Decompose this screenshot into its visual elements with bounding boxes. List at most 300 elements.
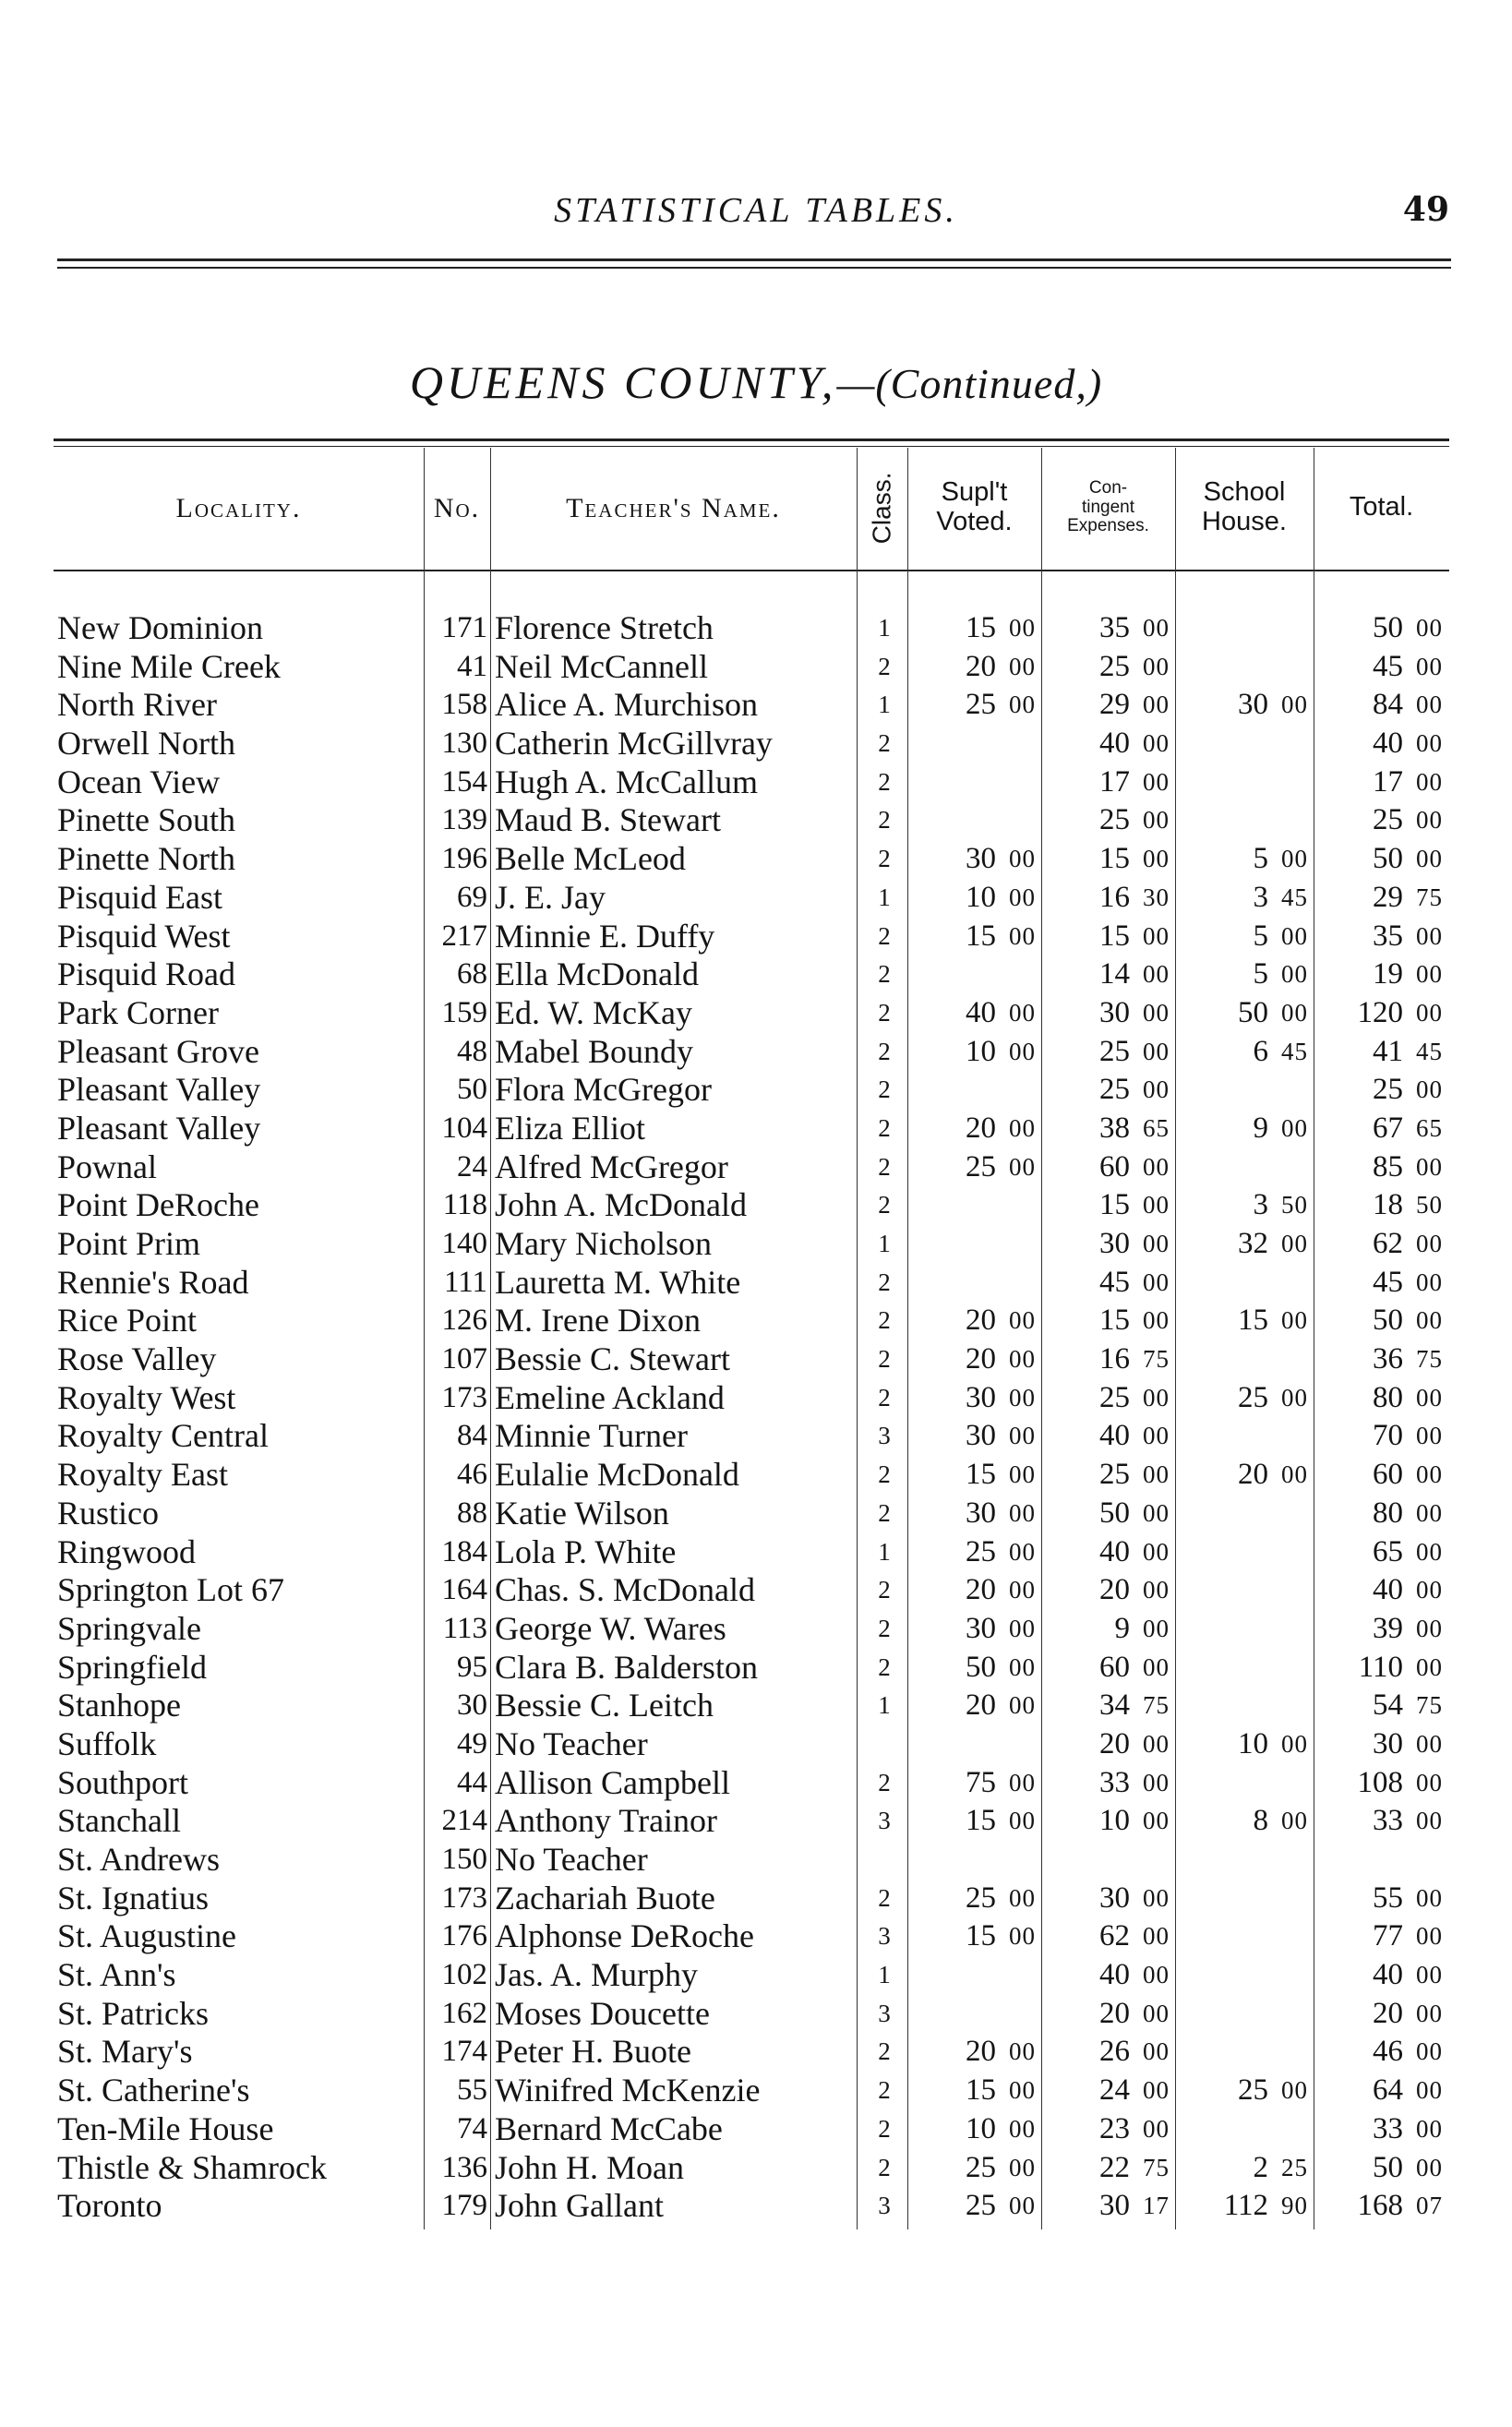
cents: 00 — [1009, 1691, 1036, 1720]
table-row — [54, 1610, 1449, 1649]
supl-amount-cell — [907, 1880, 1036, 1918]
class-cell: 2 — [878, 2153, 891, 2181]
cents: 75 — [1416, 883, 1443, 911]
dollars: 50 — [1373, 1304, 1403, 1338]
class-cell: 2 — [878, 1268, 891, 1296]
cents: 00 — [1143, 1576, 1170, 1604]
cents: 00 — [1143, 1652, 1170, 1681]
cents: 00 — [1416, 1230, 1443, 1257]
dollars: 22 — [1099, 2150, 1130, 2184]
cents: 00 — [1416, 1152, 1443, 1181]
teacher-name-cell: M. Irene Dixon — [495, 1302, 701, 1340]
school-number-cell: 118 — [442, 1188, 487, 1222]
total-amount-cell — [1314, 2187, 1443, 2226]
teacher-name-cell: Hugh A. McCallum — [495, 763, 758, 800]
school-number-cell: 41 — [457, 649, 487, 683]
teacher-name-cell: No Teacher — [495, 1724, 648, 1762]
dollars: 25 — [966, 1534, 996, 1568]
cents: 00 — [1009, 845, 1036, 873]
total-amount-cell — [1314, 1764, 1443, 1803]
top-rule-thin — [57, 267, 1451, 269]
section-title — [0, 355, 1512, 409]
cents: 00 — [1416, 1075, 1443, 1104]
class-cell: 2 — [878, 1883, 891, 1912]
school-number-cell: 44 — [457, 1765, 487, 1799]
dollars: 10 — [1099, 1804, 1130, 1838]
total-amount-cell — [1314, 1956, 1443, 1995]
school-number-cell: 74 — [457, 2111, 487, 2145]
locality-cell: Ocean View — [57, 763, 221, 800]
supl-amount-cell — [907, 2110, 1036, 2149]
cents: 00 — [1281, 1807, 1308, 1835]
class-cell: 3 — [878, 1999, 891, 2027]
dollars: 15 — [966, 1804, 996, 1838]
header-school-house: School House. — [1202, 477, 1287, 536]
school-number-cell: 139 — [441, 803, 487, 837]
cents: 00 — [1143, 652, 1170, 680]
locality-cell: Rose Valley — [57, 1340, 217, 1378]
school-number-cell: 68 — [457, 957, 487, 991]
header-total: Total. — [1349, 492, 1414, 523]
total-amount-cell — [1314, 1917, 1443, 1956]
supl-amount-cell — [907, 2187, 1036, 2226]
cont-amount-cell — [1041, 2110, 1170, 2149]
dollars: 25 — [1373, 1073, 1403, 1107]
cents: 00 — [1416, 614, 1443, 642]
school-number-cell: 24 — [457, 1149, 487, 1183]
table-row — [54, 1687, 1449, 1725]
school-number-cell: 174 — [441, 2035, 487, 2069]
cents: 00 — [1009, 1498, 1036, 1527]
cont-amount-cell — [1041, 801, 1170, 840]
cents: 00 — [1416, 1498, 1443, 1527]
teacher-name-cell: Allison Campbell — [495, 1763, 730, 1801]
table-row — [54, 1495, 1449, 1533]
cont-amount-cell — [1041, 1302, 1170, 1340]
class-cell: 1 — [878, 614, 891, 642]
cont-amount-cell — [1041, 1687, 1170, 1725]
cont-amount-cell — [1041, 609, 1170, 648]
cents: 00 — [1143, 1422, 1170, 1450]
class-cell: 2 — [878, 767, 891, 796]
cents: 75 — [1143, 1345, 1170, 1374]
locality-cell: Point DeRoche — [57, 1186, 259, 1224]
supl-amount-cell — [907, 994, 1036, 1033]
locality-cell: Pinette North — [57, 840, 235, 878]
school-number-cell: 162 — [441, 1996, 487, 2030]
cents: 45 — [1281, 1037, 1308, 1065]
cont-amount-cell — [1041, 1417, 1170, 1456]
cont-amount-cell — [1041, 2072, 1170, 2110]
dollars: 16 — [1099, 1342, 1130, 1376]
dollars: 50 — [1373, 2150, 1403, 2184]
continued-note: —(Continued,) — [836, 360, 1103, 407]
cents: 00 — [1143, 1191, 1170, 1220]
dollars: 25 — [1099, 1380, 1130, 1414]
cents: 00 — [1009, 1306, 1036, 1335]
dollars: 25 — [1238, 1380, 1268, 1414]
dollars: 20 — [966, 2035, 996, 2069]
school-number-cell: 214 — [441, 1804, 487, 1838]
teacher-name-cell: Katie Wilson — [495, 1494, 669, 1532]
teacher-name-cell: Clara B. Balderston — [495, 1648, 758, 1686]
total-amount-cell — [1314, 1071, 1443, 1110]
dollars: 25 — [1099, 649, 1130, 683]
dollars: 75 — [966, 1765, 996, 1799]
locality-cell: Royalty East — [57, 1456, 228, 1494]
school-amount-cell — [1175, 1302, 1308, 1340]
supl-amount-cell — [907, 1571, 1036, 1610]
dollars: 35 — [1099, 611, 1130, 644]
cents: 90 — [1281, 2192, 1308, 2220]
dollars: 55 — [1373, 1880, 1403, 1915]
cents: 00 — [1143, 1807, 1170, 1835]
locality-cell: Stanhope — [57, 1687, 181, 1724]
cents: 00 — [1009, 1383, 1036, 1412]
cents: 00 — [1416, 1383, 1443, 1412]
cents: 30 — [1143, 883, 1170, 911]
total-amount-cell — [1314, 918, 1443, 956]
locality-cell: Pleasant Valley — [57, 1109, 261, 1147]
class-cell: 2 — [878, 1498, 891, 1527]
school-amount-cell — [1175, 2187, 1308, 2226]
dollars: 20 — [966, 1342, 996, 1376]
cont-amount-cell — [1041, 2149, 1170, 2188]
teacher-name-cell: Chas. S. McDonald — [495, 1571, 755, 1609]
total-amount-cell — [1314, 1033, 1443, 1072]
class-cell: 2 — [878, 845, 891, 873]
cents: 00 — [1416, 1422, 1443, 1450]
dollars: 30 — [966, 1380, 996, 1414]
total-amount-cell — [1314, 1880, 1443, 1918]
cont-amount-cell — [1041, 1764, 1170, 1803]
class-cell: 2 — [878, 1152, 891, 1181]
school-amount-cell — [1175, 1379, 1308, 1418]
top-rule-thick — [57, 258, 1451, 261]
cents: 00 — [1009, 921, 1036, 950]
school-number-cell: 196 — [441, 842, 487, 876]
cents: 00 — [1143, 1152, 1170, 1181]
cents: 17 — [1143, 2192, 1170, 2220]
total-amount-cell — [1314, 879, 1443, 918]
table-row — [54, 1071, 1449, 1110]
cents: 00 — [1416, 1961, 1443, 1989]
locality-cell: Orwell North — [57, 725, 235, 763]
locality-cell: New Dominion — [57, 609, 263, 646]
dollars: 15 — [966, 1458, 996, 1492]
dollars: 30 — [966, 1611, 996, 1645]
cents: 00 — [1009, 998, 1036, 1027]
cont-amount-cell — [1041, 1649, 1170, 1688]
class-cell: 2 — [878, 1191, 891, 1220]
dollars: 112 — [1223, 2189, 1268, 2223]
locality-cell: Ten-Mile House — [57, 2109, 274, 2147]
supl-amount-cell — [907, 1533, 1036, 1572]
cont-amount-cell — [1041, 918, 1170, 956]
table-row — [54, 1379, 1449, 1418]
dollars: 33 — [1373, 2111, 1403, 2145]
dollars: 40 — [1099, 1534, 1130, 1568]
dollars: 25 — [1099, 803, 1130, 837]
table-row — [54, 879, 1449, 918]
teacher-name-cell: Mabel Boundy — [495, 1032, 693, 1070]
school-number-cell: 102 — [441, 1958, 487, 1992]
supl-amount-cell — [907, 1340, 1036, 1379]
teacher-name-cell: Bessie C. Leitch — [495, 1687, 714, 1724]
cents: 00 — [1281, 998, 1308, 1027]
dollars: 9 — [1253, 1111, 1268, 1145]
cont-amount-cell — [1041, 1148, 1170, 1187]
running-title: STATISTICAL TABLES. — [554, 191, 958, 230]
school-number-cell: 173 — [441, 1380, 487, 1414]
class-cell: 2 — [878, 998, 891, 1027]
dollars: 40 — [1099, 1419, 1130, 1453]
table-row — [54, 918, 1449, 956]
class-cell: 3 — [878, 1807, 891, 1835]
dollars: 65 — [1373, 1534, 1403, 1568]
total-amount-cell — [1314, 2110, 1443, 2149]
teacher-name-cell: Eulalie McDonald — [495, 1456, 739, 1494]
school-amount-cell — [1175, 1186, 1308, 1225]
teacher-name-cell: Alfred McGregor — [495, 1147, 728, 1185]
teacher-name-cell: Moses Doucette — [495, 1994, 710, 2032]
dollars: 15 — [1099, 1188, 1130, 1222]
dollars: 50 — [966, 1650, 996, 1684]
cont-amount-cell — [1041, 686, 1170, 725]
locality-cell: Pleasant Grove — [57, 1032, 259, 1070]
dollars: 3 — [1253, 1188, 1268, 1222]
total-amount-cell — [1314, 1995, 1443, 2034]
locality-cell: Springvale — [57, 1609, 201, 1647]
total-amount-cell — [1314, 2033, 1443, 2072]
cents: 00 — [1009, 1922, 1036, 1951]
dollars: 36 — [1373, 1342, 1403, 1376]
header-bottom-rule — [54, 570, 1449, 571]
teacher-name-cell: John A. McDonald — [495, 1186, 747, 1224]
school-amount-cell — [1175, 1033, 1308, 1072]
cents: 07 — [1416, 2192, 1443, 2220]
total-amount-cell — [1314, 840, 1443, 879]
dollars: 3 — [1253, 880, 1268, 914]
supl-amount-cell — [907, 1148, 1036, 1187]
school-number-cell: 88 — [457, 1496, 487, 1530]
teacher-name-cell: Lauretta M. White — [495, 1263, 741, 1301]
table-row — [54, 1571, 1449, 1610]
cont-amount-cell — [1041, 1610, 1170, 1649]
table-row — [54, 1802, 1449, 1841]
cents: 00 — [1416, 1614, 1443, 1642]
cents: 00 — [1416, 2114, 1443, 2143]
cont-amount-cell — [1041, 1495, 1170, 1533]
class-cell: 2 — [878, 1614, 891, 1642]
dollars: 25 — [966, 2189, 996, 2223]
header-class: Class. — [867, 472, 896, 544]
school-number-cell: 179 — [441, 2189, 487, 2223]
cont-amount-cell — [1041, 1995, 1170, 2034]
locality-cell: Rennie's Road — [57, 1263, 249, 1301]
dollars: 20 — [1238, 1458, 1268, 1492]
dollars: 15 — [966, 1919, 996, 1953]
supl-amount-cell — [907, 1495, 1036, 1533]
teacher-name-cell: Jas. A. Murphy — [495, 1956, 699, 1994]
cents: 00 — [1416, 1306, 1443, 1335]
teacher-name-cell: Catherin McGillvray — [495, 725, 773, 763]
school-number-cell: 158 — [441, 688, 487, 722]
school-number-cell: 140 — [441, 1227, 487, 1260]
table-row — [54, 2149, 1449, 2188]
locality-cell: Suffolk — [57, 1724, 157, 1762]
dollars: 6 — [1253, 1034, 1268, 1068]
cont-amount-cell — [1041, 763, 1170, 802]
cont-amount-cell — [1041, 725, 1170, 763]
cents: 00 — [1416, 1922, 1443, 1951]
teacher-name-cell: J. E. Jay — [495, 878, 606, 916]
teacher-name-cell: George W. Wares — [495, 1609, 726, 1647]
dollars: 30 — [966, 842, 996, 876]
table-row — [54, 1649, 1449, 1688]
dollars: 35 — [1373, 919, 1403, 953]
total-amount-cell — [1314, 955, 1443, 994]
table-row — [54, 1417, 1449, 1456]
dollars: 25 — [1373, 803, 1403, 837]
teacher-name-cell: Florence Stretch — [495, 609, 714, 646]
header-no: No. — [433, 492, 481, 523]
cents: 00 — [1143, 960, 1170, 989]
teacher-name-cell: Minnie E. Duffy — [495, 917, 715, 955]
cents: 00 — [1416, 1652, 1443, 1681]
table-row — [54, 1033, 1449, 1072]
dollars: 25 — [966, 2150, 996, 2184]
dollars: 62 — [1099, 1919, 1130, 1953]
total-amount-cell — [1314, 763, 1443, 802]
cents: 45 — [1416, 1037, 1443, 1065]
cents: 00 — [1416, 921, 1443, 950]
cents: 00 — [1143, 614, 1170, 642]
locality-cell: Park Corner — [57, 993, 219, 1031]
dollars: 45 — [1373, 649, 1403, 683]
class-cell: 1 — [878, 1537, 891, 1566]
dollars: 40 — [1373, 1958, 1403, 1992]
cont-amount-cell — [1041, 1725, 1170, 1764]
supl-amount-cell — [907, 1033, 1036, 1072]
locality-cell: Nine Mile Creek — [57, 647, 281, 685]
class-cell: 2 — [878, 1460, 891, 1489]
cents: 00 — [1416, 806, 1443, 835]
teacher-name-cell: Mary Nicholson — [495, 1225, 712, 1262]
school-number-cell: 111 — [443, 1265, 487, 1299]
dollars: 25 — [1099, 1458, 1130, 1492]
class-cell: 3 — [878, 1422, 891, 1450]
cents: 00 — [1416, 1729, 1443, 1758]
cont-amount-cell — [1041, 1186, 1170, 1225]
class-cell: 2 — [878, 2076, 891, 2105]
table-row — [54, 1340, 1449, 1379]
dollars: 64 — [1373, 2073, 1403, 2108]
cents: 00 — [1416, 767, 1443, 796]
table-row — [54, 1917, 1449, 1956]
cont-amount-cell — [1041, 1533, 1170, 1572]
total-amount-cell — [1314, 1225, 1443, 1264]
cents: 00 — [1281, 1383, 1308, 1412]
header-contingent-expenses: Con- tingent Expenses. — [1067, 477, 1149, 536]
cents: 00 — [1281, 2076, 1308, 2105]
supl-amount-cell — [907, 2033, 1036, 2072]
cont-amount-cell — [1041, 879, 1170, 918]
class-cell: 1 — [878, 1230, 891, 1257]
locality-cell: Southport — [57, 1763, 189, 1801]
total-amount-cell — [1314, 1725, 1443, 1764]
cents: 00 — [1281, 845, 1308, 873]
teacher-name-cell: Anthony Trainor — [495, 1802, 718, 1840]
total-amount-cell — [1314, 1649, 1443, 1688]
cents: 00 — [1009, 2037, 1036, 2066]
cents: 00 — [1416, 2153, 1443, 2181]
table-row — [54, 1264, 1449, 1303]
dollars: 168 — [1357, 2189, 1403, 2223]
dollars: 17 — [1099, 764, 1130, 799]
cents: 50 — [1416, 1191, 1443, 1220]
cents: 00 — [1009, 2114, 1036, 2143]
dollars: 20 — [966, 1304, 996, 1338]
dollars: 40 — [1373, 727, 1403, 761]
cents: 00 — [1143, 2114, 1170, 2143]
school-amount-cell — [1175, 1225, 1308, 1264]
teacher-name-cell: No Teacher — [495, 1841, 648, 1878]
cents: 00 — [1281, 1306, 1308, 1335]
dollars: 29 — [1373, 880, 1403, 914]
school-amount-cell — [1175, 994, 1308, 1033]
cents: 00 — [1143, 1268, 1170, 1296]
cont-amount-cell — [1041, 1033, 1170, 1072]
supl-amount-cell — [907, 1417, 1036, 1456]
cents: 00 — [1281, 960, 1308, 989]
supl-amount-cell — [907, 1110, 1036, 1148]
dollars: 30 — [1099, 1880, 1130, 1915]
dollars: 33 — [1099, 1765, 1130, 1799]
cents: 00 — [1009, 652, 1036, 680]
dollars: 10 — [1238, 1726, 1268, 1760]
cents: 00 — [1281, 691, 1308, 719]
total-amount-cell — [1314, 1379, 1443, 1418]
statistics-table — [54, 439, 1449, 2229]
supl-amount-cell — [907, 1379, 1036, 1418]
table-row — [54, 609, 1449, 648]
cents: 00 — [1009, 1152, 1036, 1181]
teacher-name-cell: Neil McCannell — [495, 647, 708, 685]
cont-amount-cell — [1041, 1340, 1170, 1379]
class-cell: 3 — [878, 2192, 891, 2220]
table-row — [54, 1841, 1449, 1880]
total-amount-cell — [1314, 1495, 1443, 1533]
dollars: 18 — [1373, 1188, 1403, 1222]
cents: 00 — [1009, 1422, 1036, 1450]
table-row — [54, 2072, 1449, 2110]
locality-cell: North River — [57, 686, 217, 724]
dollars: 30 — [1238, 688, 1268, 722]
dollars: 30 — [1099, 995, 1130, 1029]
total-amount-cell — [1314, 1533, 1443, 1572]
table-row — [54, 2033, 1449, 2072]
class-cell: 2 — [878, 2037, 891, 2066]
dollars: 20 — [1099, 1726, 1130, 1760]
school-number-cell: 126 — [441, 1304, 487, 1338]
dollars: 54 — [1373, 1688, 1403, 1723]
dollars: 15 — [1099, 842, 1130, 876]
total-amount-cell — [1314, 1110, 1443, 1148]
class-cell: 2 — [878, 2114, 891, 2143]
teacher-name-cell: John H. Moan — [495, 2148, 684, 2186]
locality-cell: Thistle & Shamrock — [57, 2148, 327, 2186]
